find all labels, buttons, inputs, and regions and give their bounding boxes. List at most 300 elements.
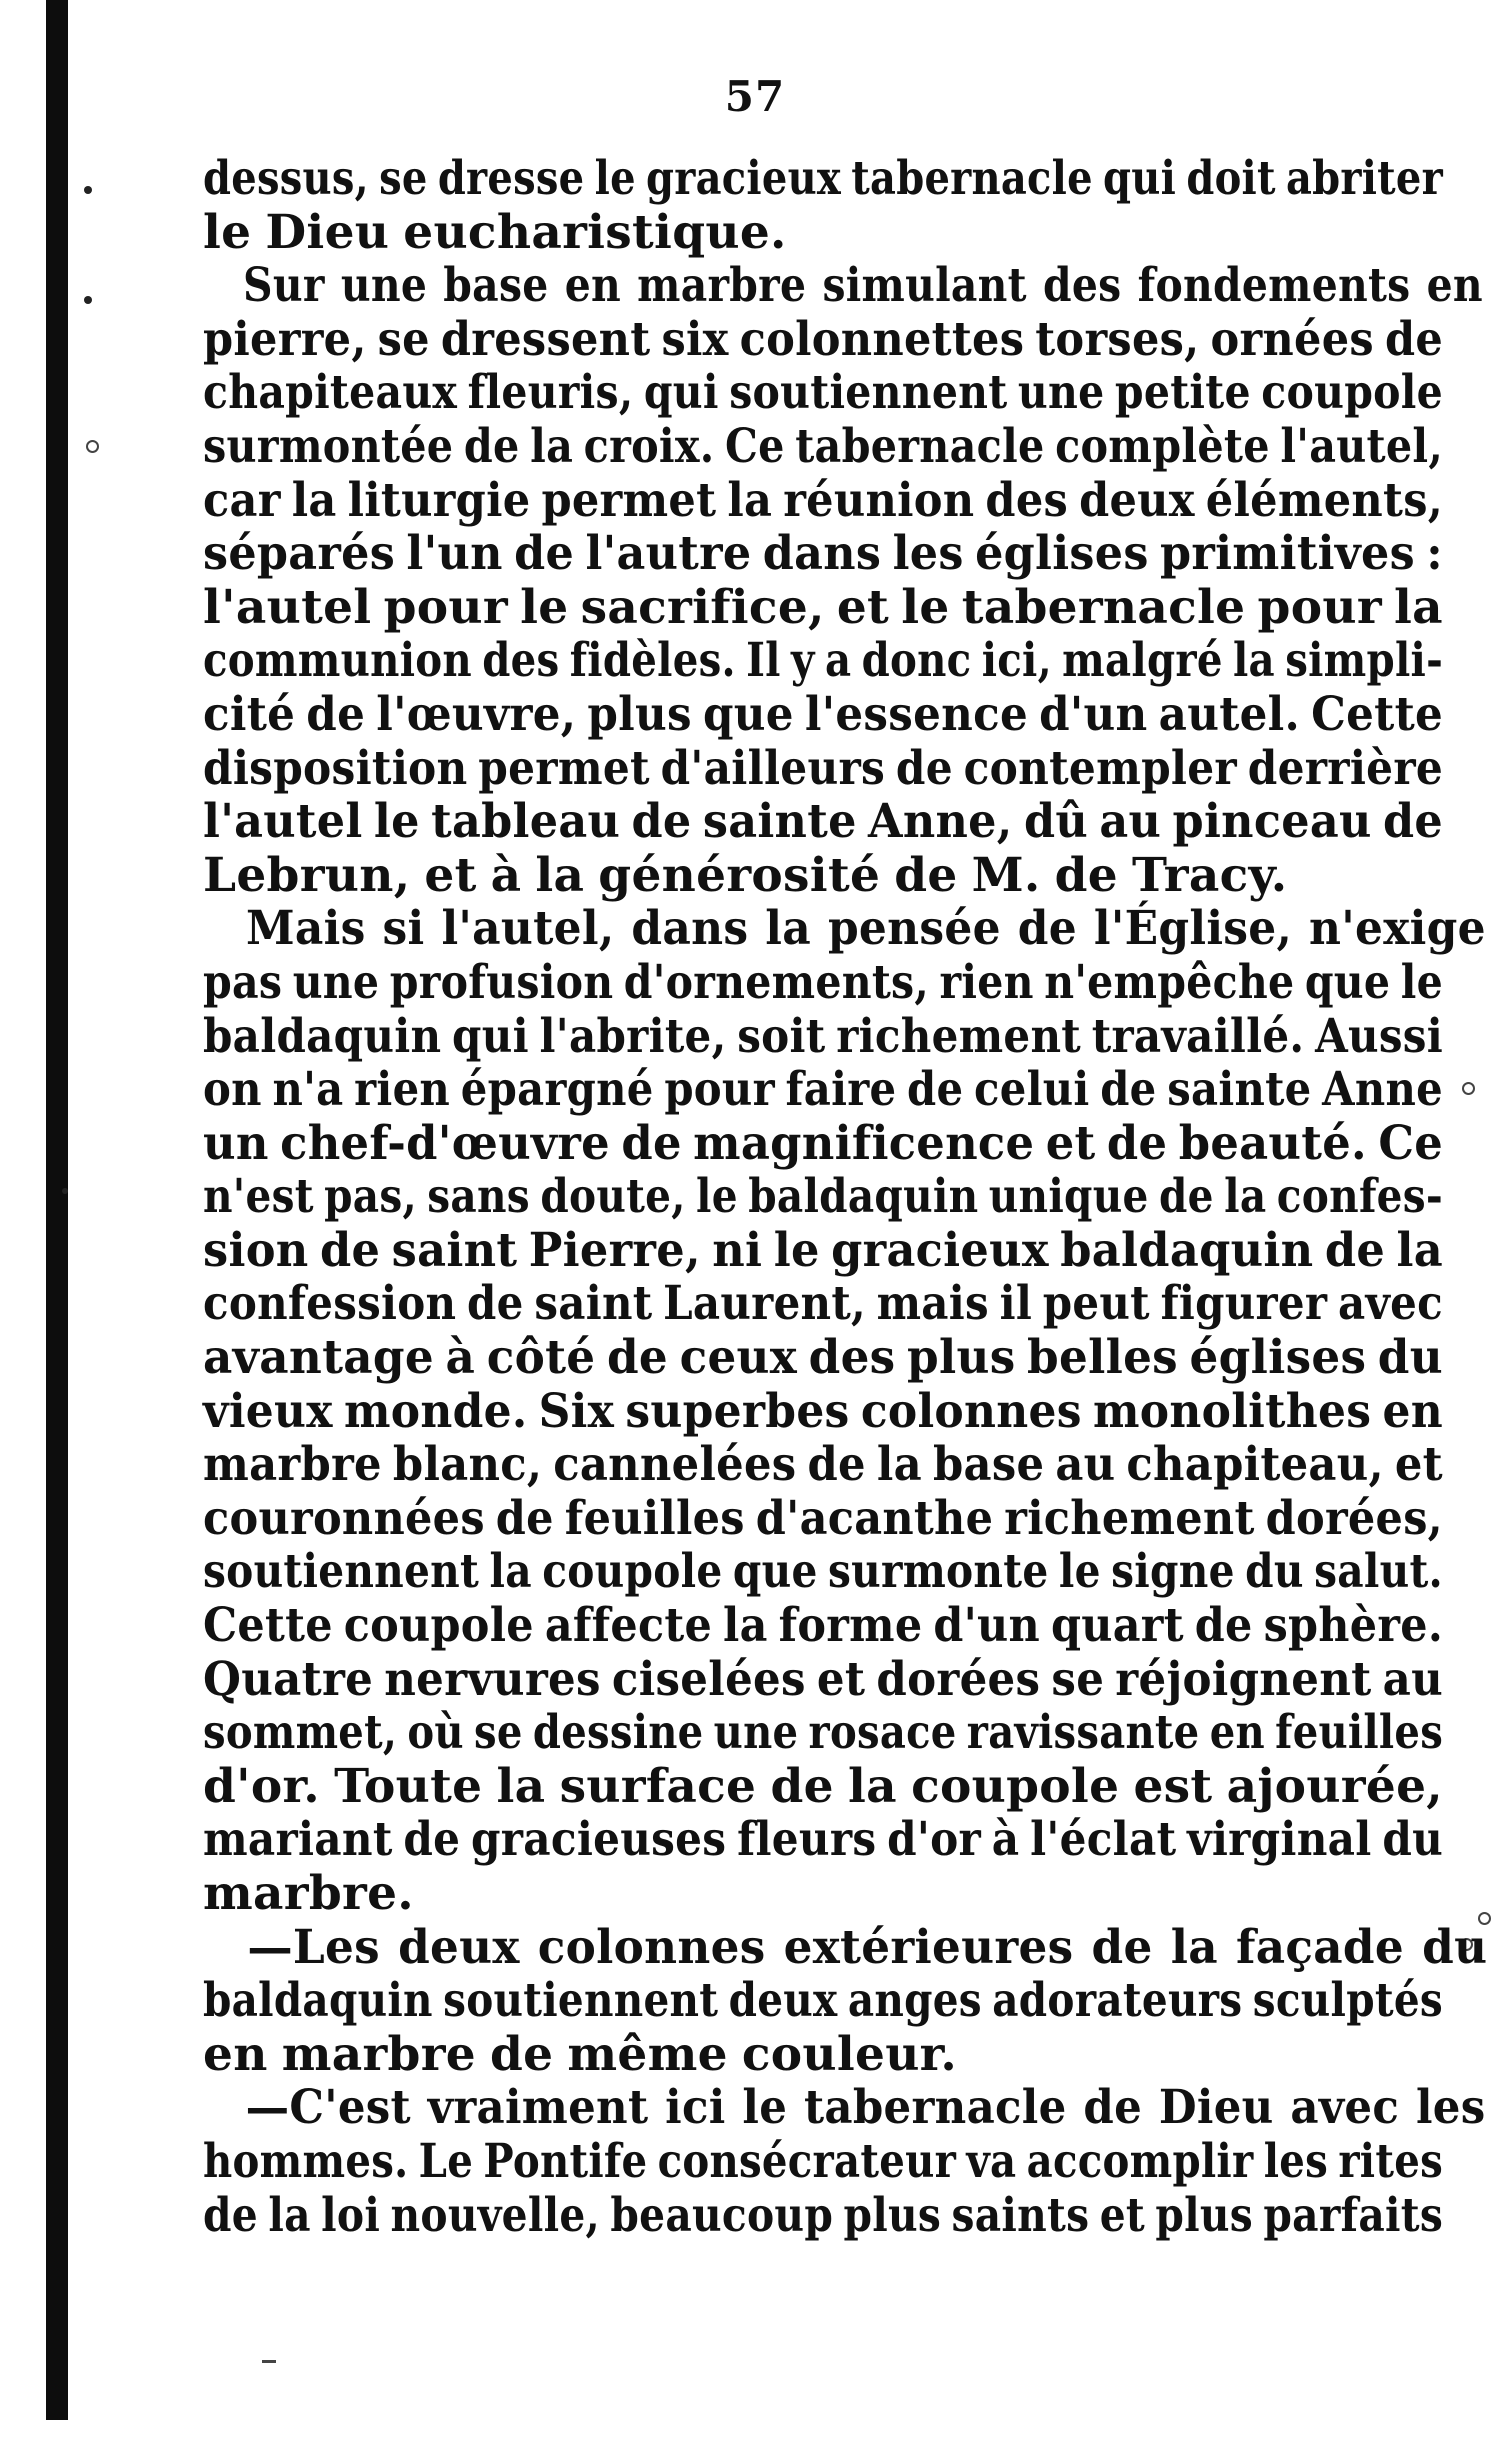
word: une [340, 258, 428, 314]
word: plus [843, 2187, 942, 2243]
word: six [661, 311, 729, 367]
word: Toute [334, 1758, 483, 1814]
word: l'essence [804, 686, 1029, 742]
word: gracieux [831, 1222, 1049, 1278]
word: deux [398, 1919, 520, 1975]
word: superbes [625, 1383, 850, 1439]
word: se [377, 311, 430, 367]
word: pinceau [1172, 794, 1372, 850]
word: coupole [343, 1598, 534, 1654]
word: églises [1189, 1330, 1367, 1386]
word: la [1170, 1919, 1218, 1975]
word: Ce [724, 418, 785, 474]
print-speck [84, 296, 92, 304]
word: soutiennent [443, 1973, 719, 2029]
word: tabernacle [961, 579, 1246, 635]
word: beauté. [1178, 1115, 1367, 1171]
text-line [203, 1224, 1443, 1278]
text-line [203, 1492, 1443, 1546]
word: de [1194, 1598, 1253, 1654]
text-line [203, 1385, 1443, 1439]
word: même [567, 2026, 728, 2082]
word: a [824, 633, 852, 689]
word: pour [383, 579, 508, 635]
word: de [489, 2026, 554, 2082]
word: séparés [203, 526, 396, 582]
word: celui [974, 1062, 1090, 1118]
word: sculptés [1252, 1973, 1443, 2029]
text-line [203, 1438, 1443, 1492]
word: fleuris, [467, 365, 634, 421]
word: marbre [281, 2026, 476, 2082]
word: rien [939, 954, 1034, 1010]
word: de [463, 418, 520, 474]
word: loi [321, 2187, 381, 2243]
word: ajourée, [1226, 1758, 1443, 1814]
word: sion [203, 1222, 309, 1278]
text-line [203, 1010, 1443, 1064]
word: dorées, [1265, 1490, 1443, 1546]
word: si [382, 901, 425, 957]
word: marbre. [203, 1866, 414, 1921]
word: de [1382, 794, 1444, 850]
word: de [770, 1758, 834, 1814]
word: ceux [679, 1330, 798, 1386]
word: de [1384, 311, 1444, 367]
word: réjoignent [1115, 1651, 1372, 1707]
word: plus [907, 1330, 1016, 1386]
word: accomplir [1026, 2133, 1254, 2189]
word: de [1091, 1919, 1153, 1975]
word: mais [876, 1276, 989, 1332]
word: rosace [808, 1705, 957, 1761]
word: la [1224, 1169, 1267, 1225]
print-speck [84, 186, 92, 194]
word: les [1263, 2133, 1329, 2189]
word: épargné [460, 1062, 654, 1118]
word: le [1400, 954, 1444, 1010]
word: que [732, 1544, 818, 1600]
text-line [203, 152, 1443, 206]
word: unique [988, 1169, 1149, 1225]
word: le [594, 151, 636, 206]
word: colonnes [537, 1919, 766, 1975]
word: de [495, 1490, 554, 1546]
word: et [816, 1651, 866, 1707]
word: doit [1186, 151, 1276, 206]
word: et [1394, 1437, 1443, 1493]
word: : [1426, 526, 1443, 582]
word: que [1304, 954, 1391, 1010]
word: n'exige [1309, 901, 1486, 957]
word: le [1058, 1544, 1101, 1600]
word: façade [1235, 1919, 1404, 1975]
print-mark [262, 2360, 276, 2363]
word: soutiennent [729, 365, 1008, 421]
word: pas [203, 954, 283, 1010]
text-line [203, 902, 1486, 956]
word: se [1051, 1651, 1105, 1707]
word: vraiment [427, 2080, 649, 2136]
word: permet [478, 740, 650, 796]
word: plus [587, 686, 692, 742]
word: contempler [963, 740, 1237, 796]
word: et [1045, 1115, 1096, 1171]
word: la [535, 847, 585, 903]
text-line [203, 1921, 1487, 1975]
word: la [489, 1544, 532, 1600]
text-line [203, 1277, 1443, 1331]
word: sainte [702, 794, 857, 850]
word: deux [728, 1973, 838, 2029]
word: n'est [203, 1169, 314, 1225]
word: de [807, 1437, 866, 1493]
word: Le [418, 2133, 474, 2189]
word: disposition [203, 740, 468, 796]
word: complète [1055, 418, 1270, 474]
word: tabernacle [795, 418, 1045, 474]
word: Ce [1378, 1115, 1444, 1171]
word: ornées [1210, 311, 1374, 367]
word: autel. [1158, 686, 1300, 742]
text-line [203, 2028, 1443, 2082]
word: feuilles [1275, 1705, 1444, 1761]
print-speck [1462, 1082, 1475, 1095]
word: fleurs [737, 1812, 877, 1868]
word: ciselées [611, 1651, 806, 1707]
word: coupole [911, 1758, 1120, 1814]
word: sacrifice, [580, 579, 825, 635]
text-line [203, 581, 1443, 635]
word: pierre, [203, 311, 367, 367]
word: réunion [783, 472, 975, 528]
word: la [722, 1598, 768, 1654]
word: forme [778, 1598, 923, 1654]
word: liturgie [347, 472, 531, 528]
word: de [1106, 1115, 1168, 1171]
word: chapiteaux [203, 365, 458, 421]
word: parfaits [1263, 2187, 1444, 2243]
word: et [1099, 2187, 1145, 2243]
word: croix. [583, 418, 715, 474]
word: Cette [1311, 686, 1444, 742]
word: n'empêche [1044, 954, 1295, 1010]
word: surmontée [203, 418, 454, 474]
word: de [514, 526, 575, 582]
word: églises [975, 526, 1149, 582]
word: éléments, [1205, 472, 1444, 528]
word: de [1158, 1169, 1214, 1225]
word: derrière [1247, 740, 1444, 796]
word: gracieux [646, 151, 842, 206]
word: cité [203, 686, 296, 742]
word: abriter [1285, 151, 1443, 206]
word: salut. [1314, 1544, 1443, 1600]
word: des [985, 472, 1069, 528]
word: pour [664, 1062, 775, 1118]
word: d'ornements, [623, 954, 930, 1010]
text-line [203, 634, 1443, 688]
word: le [773, 1222, 820, 1278]
word: sainte [1167, 1062, 1312, 1118]
word: va [966, 2133, 1017, 2189]
word: l'autel [203, 794, 363, 850]
word: chapiteau, [1126, 1437, 1384, 1493]
word: de [1017, 901, 1077, 957]
word: anges [847, 1973, 982, 2029]
word: nouvelle, [390, 2187, 601, 2243]
word: —C'est [245, 2080, 411, 2136]
word: côté [486, 1330, 596, 1386]
word: surmonte [827, 1544, 1049, 1600]
word: l'un [406, 526, 503, 582]
word: Pontife [483, 2133, 648, 2189]
text-line [203, 1599, 1443, 1653]
word: le [520, 579, 569, 635]
word: de [306, 686, 366, 742]
word: gracieuses [471, 1812, 727, 1868]
text-line [203, 2189, 1443, 2243]
word: il [999, 1276, 1033, 1332]
text-line [203, 1760, 1443, 1814]
word: feuilles [564, 1490, 745, 1546]
word: Mais [245, 901, 366, 957]
word: du [1422, 1919, 1488, 1975]
word: de [907, 1062, 964, 1118]
word: on [203, 1062, 262, 1118]
word: M. [971, 847, 1041, 903]
word: Dieu [1158, 2080, 1274, 2136]
page-number: 57 [724, 72, 786, 121]
word: faire [785, 1062, 897, 1118]
text-line [203, 527, 1443, 581]
word: la [291, 472, 337, 528]
word: de [1100, 1062, 1157, 1118]
word: le [373, 794, 420, 850]
word: travaillé. [1091, 1008, 1305, 1064]
word: Cette [203, 1598, 333, 1654]
word: soutiennent [203, 1544, 480, 1600]
word: permet [541, 472, 717, 528]
word: l'autre [585, 526, 752, 582]
word: l'abrite, [539, 1008, 727, 1064]
word: —Les [247, 1919, 380, 1975]
word: d'ailleurs [660, 740, 886, 796]
word: cannelées [553, 1437, 797, 1493]
word: le [742, 2080, 788, 2136]
word: peut [1042, 1276, 1150, 1332]
word: sans [427, 1169, 530, 1225]
text-line [203, 1813, 1443, 1867]
word: de [1324, 1222, 1386, 1278]
word: saint [534, 1276, 653, 1332]
word: confession [203, 1276, 457, 1332]
word: où [407, 1705, 464, 1761]
text-line [203, 742, 1443, 796]
text-line [203, 313, 1443, 367]
word: en [1382, 1383, 1443, 1439]
word: base [932, 1437, 1045, 1493]
word: de [895, 740, 953, 796]
text-line [203, 259, 1483, 313]
word: la [727, 472, 773, 528]
word: profusion [389, 954, 614, 1010]
word: d'acanthe [755, 1490, 994, 1546]
word: de [621, 1115, 682, 1171]
word: plus [1155, 2187, 1253, 2243]
word: de [606, 1330, 669, 1386]
word: qui [643, 365, 719, 421]
text-line [203, 2081, 1486, 2135]
word: du [1377, 1330, 1443, 1386]
text-line [203, 1545, 1443, 1599]
word: tableau [431, 794, 621, 850]
word: Anne, [868, 794, 1013, 850]
word: le [901, 579, 950, 635]
word: dessine [532, 1705, 704, 1761]
word: ici, [981, 633, 1052, 689]
word: la [765, 901, 811, 957]
text-line [203, 1117, 1443, 1171]
text-line [203, 420, 1443, 474]
word: d'un [933, 1598, 1041, 1654]
word: vieux [203, 1383, 333, 1439]
word: au [1099, 794, 1162, 850]
word: Sur [243, 258, 325, 314]
word: fondements [1137, 258, 1411, 314]
word: une [713, 1705, 799, 1761]
word: avec [1290, 2080, 1400, 2136]
word: dorées [876, 1651, 1041, 1707]
word: le [203, 204, 252, 260]
word: Aussi [1315, 1008, 1443, 1064]
word: en [1426, 258, 1483, 314]
word: que [702, 686, 794, 742]
text-line [203, 956, 1443, 1010]
word: car [203, 472, 281, 528]
word: dû [1023, 794, 1089, 850]
word: mariant [203, 1812, 393, 1868]
word: sommet, [203, 1705, 398, 1761]
word: ravissante [966, 1705, 1200, 1761]
word: en [564, 258, 622, 314]
word: la [876, 1437, 922, 1493]
word: virginal [1187, 1812, 1372, 1868]
word: qui [452, 1008, 529, 1064]
word: est [1133, 1758, 1213, 1814]
print-speck [86, 440, 99, 453]
word: de [319, 1222, 381, 1278]
word: soit [737, 1008, 826, 1064]
word: couronnées [203, 1490, 485, 1546]
word: dans [631, 901, 749, 957]
word: signe [1111, 1544, 1235, 1600]
word: eucharistique. [403, 204, 787, 260]
word: des [808, 1330, 896, 1386]
text-line [203, 849, 1443, 903]
word: quart [1050, 1598, 1184, 1654]
word: d'or [887, 1812, 981, 1868]
word: la [1396, 1222, 1444, 1278]
word: rites [1338, 2133, 1444, 2189]
word: Quatre [203, 1651, 374, 1707]
word: des [1042, 258, 1122, 314]
word: se [474, 1705, 523, 1761]
word: un [203, 1115, 269, 1171]
word: dessus, [203, 151, 369, 206]
word: rien [354, 1062, 451, 1118]
word: y [791, 633, 815, 689]
word: l'autel, [441, 901, 615, 957]
text-line [203, 2135, 1443, 2189]
word: chef-d'œuvre [280, 1115, 610, 1171]
text-line [203, 206, 1443, 260]
word: affecte [544, 1598, 713, 1654]
word: consécrateur [657, 2133, 957, 2189]
word: monolithes [1092, 1383, 1372, 1439]
word: de [1054, 847, 1118, 903]
binding-edge [46, 0, 68, 2420]
word: deux [1079, 472, 1195, 528]
word: du [1382, 1812, 1444, 1868]
word: blanc, [392, 1437, 543, 1493]
word: tabernacle [851, 151, 1093, 206]
word: en [203, 2026, 268, 2082]
word: communion [203, 633, 472, 689]
word: et [836, 579, 890, 635]
word: à [490, 847, 522, 903]
text-line [203, 1063, 1443, 1117]
word: d'un [1039, 686, 1148, 742]
word: n'a [272, 1062, 344, 1118]
word: baldaquin [1060, 1222, 1314, 1278]
word: l'autel [203, 579, 372, 635]
word: couleur. [741, 2026, 958, 2082]
word: Laurent, [663, 1276, 866, 1332]
word: sphère. [1263, 1598, 1444, 1654]
word: baldaquin [748, 1169, 979, 1225]
word: à [445, 1330, 476, 1386]
word: marbre [203, 1437, 382, 1493]
word: générosité [598, 847, 881, 903]
word: avantage [203, 1330, 434, 1386]
word: surface [559, 1758, 757, 1814]
text-line [203, 688, 1443, 742]
word: simpli- [1285, 633, 1444, 689]
word: de [203, 2187, 258, 2243]
word: pensée [827, 901, 1001, 957]
word: tabernacle [803, 2080, 1067, 2136]
word: l'Église, [1093, 901, 1293, 957]
word: en [1209, 1705, 1265, 1761]
word: de [467, 1276, 524, 1332]
word: coupole [1261, 365, 1443, 421]
word: richement [1004, 1490, 1255, 1546]
word: de [631, 794, 692, 850]
word: l'autel, [1280, 418, 1444, 474]
text-line [203, 1867, 1443, 1921]
word: la [530, 418, 574, 474]
word: d'or. [203, 1758, 320, 1814]
word: Six [538, 1383, 615, 1439]
text-line [203, 795, 1443, 849]
word: colonnettes [739, 311, 1025, 367]
word: au [1382, 1651, 1444, 1707]
word: magnificence [693, 1115, 1035, 1171]
word: dressent [440, 311, 651, 367]
word: marbre [637, 258, 807, 314]
word: fidèles. [569, 633, 736, 689]
